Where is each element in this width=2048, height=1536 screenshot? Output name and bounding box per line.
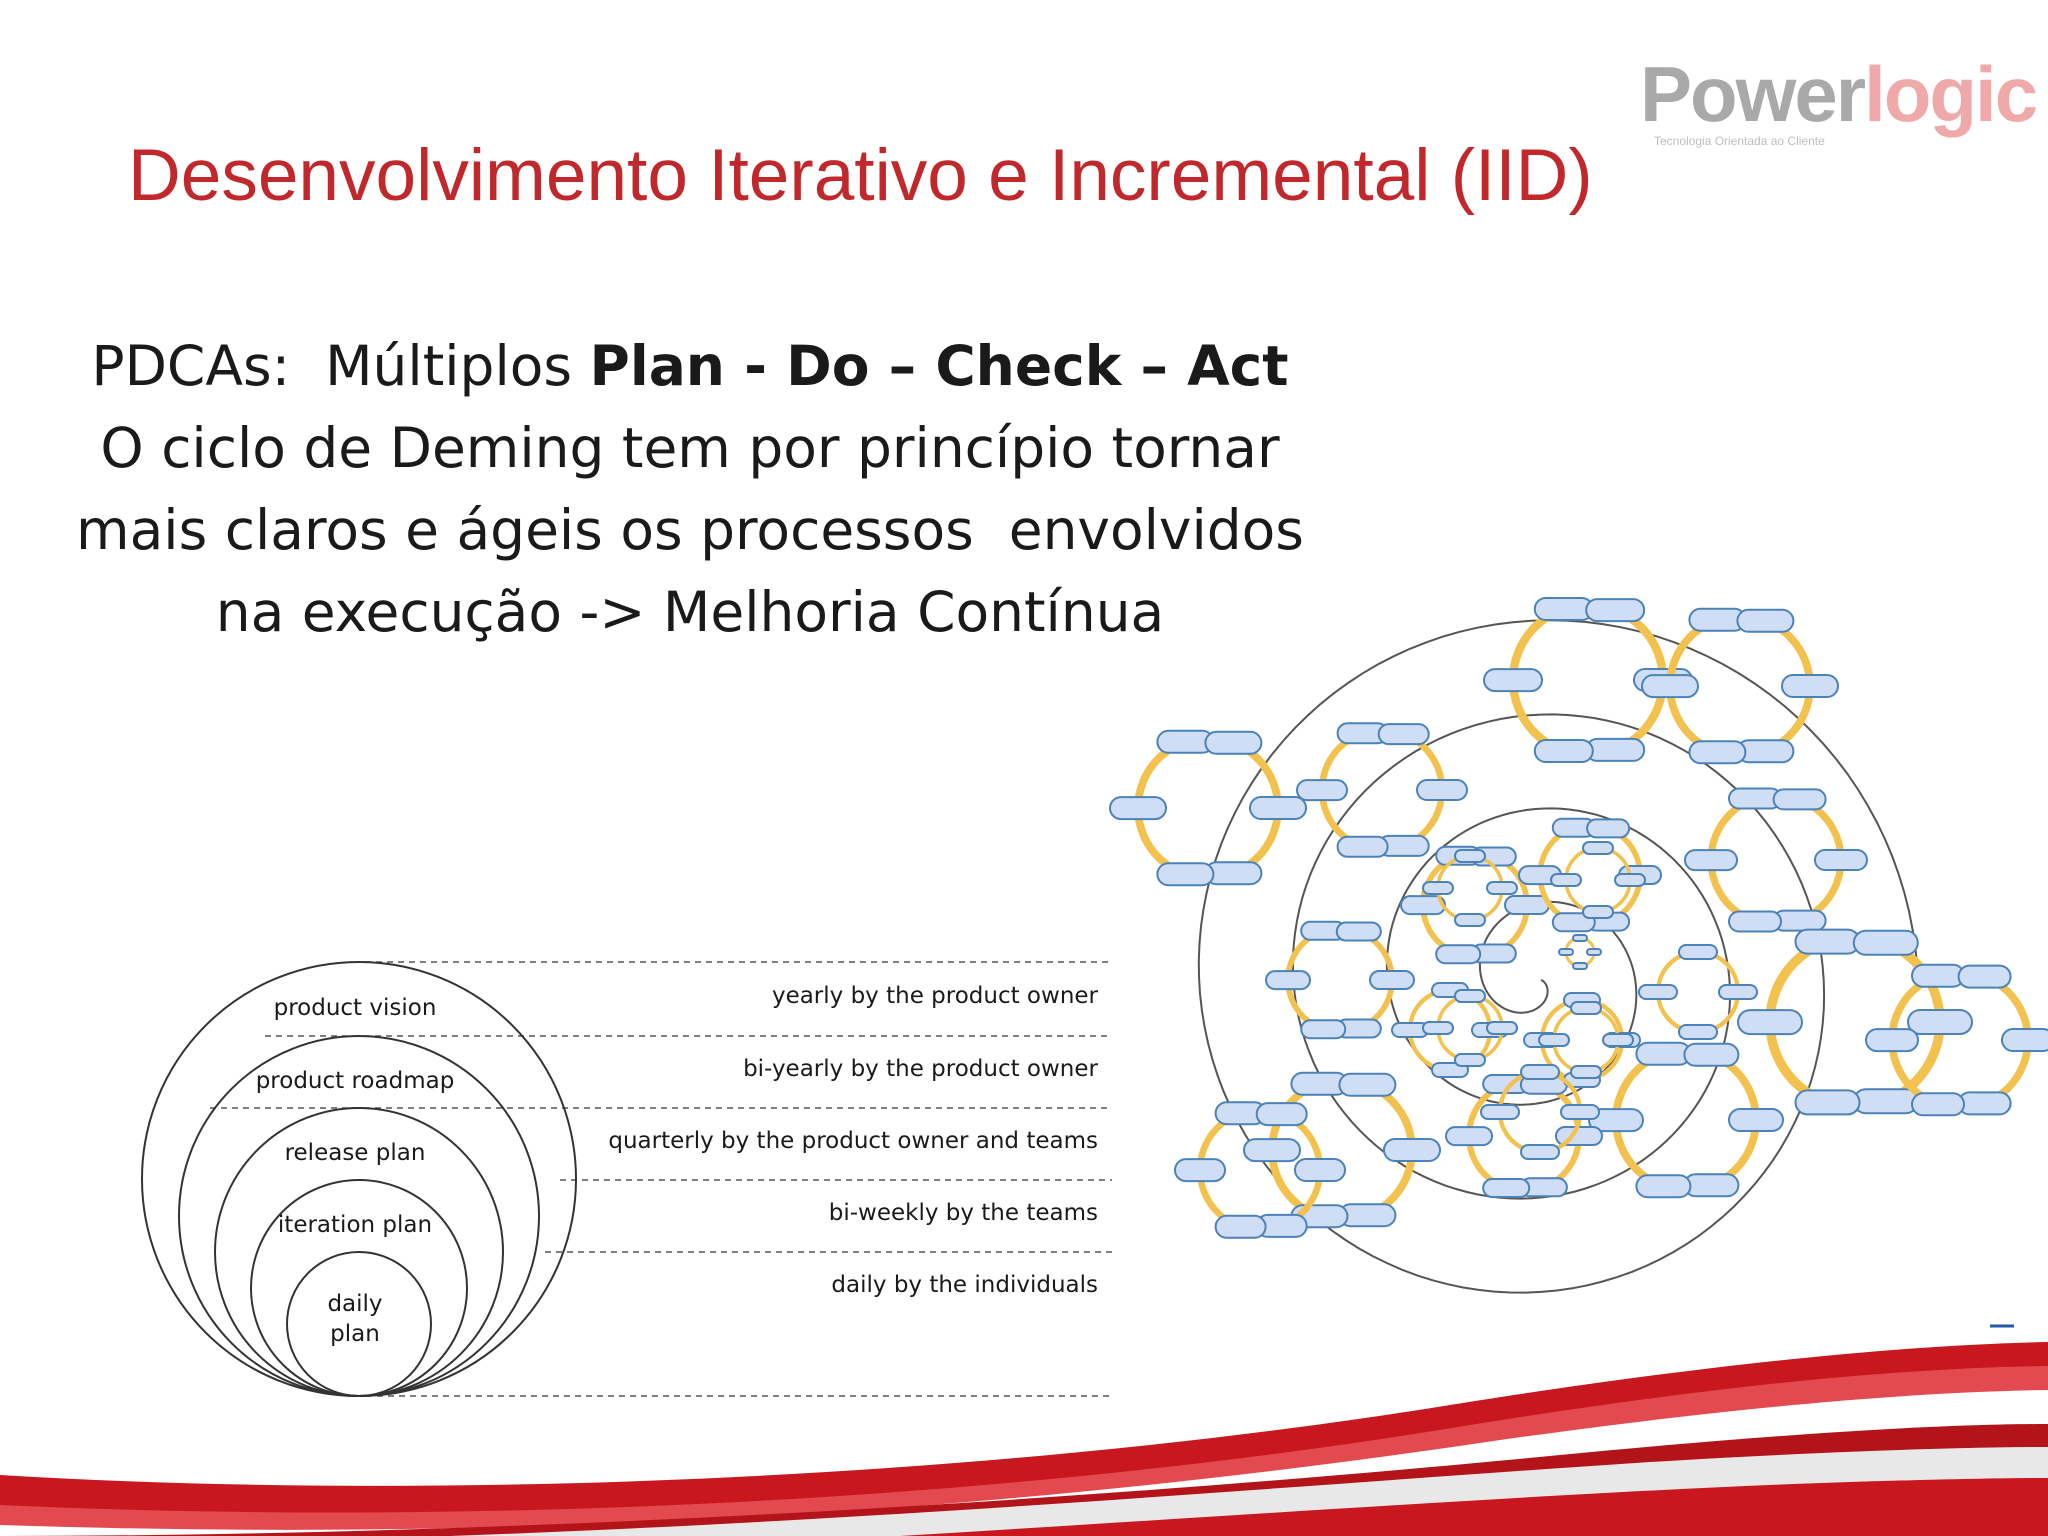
frequency-label-daily: daily by the individuals	[831, 1272, 1098, 1298]
level-label-daily-line2: plan	[330, 1321, 380, 1347]
level-label-daily-line1: daily	[327, 1291, 383, 1317]
logo-tagline: Tecnologia Orientada ao Cliente	[1654, 134, 1825, 148]
frequency-label-iteration: bi-weekly by the teams	[828, 1200, 1098, 1226]
level-label-product-roadmap: product roadmap	[255, 1068, 455, 1094]
frequency-label-release: quarterly by the product owner and teams	[608, 1128, 1098, 1154]
body-line-1-prefix: PDCAs: Múltiplos	[91, 334, 590, 398]
level-label-release-plan: release plan	[284, 1140, 426, 1166]
logo-wordmark: Powerlogic	[1640, 50, 2037, 138]
body-line-4: na execução -> Melhoria Contínua	[215, 580, 1165, 644]
slide-title: Desenvolvimento Iterativo e Incremental (IID)	[128, 135, 1593, 216]
body-line-2: O ciclo de Deming tem por princípio tornar	[100, 416, 1280, 480]
level-label-iteration-plan: iteration plan	[277, 1212, 433, 1238]
level-label-product-vision: product vision	[273, 995, 437, 1021]
body-line-3: mais claros e ágeis os processos envolvidos	[76, 498, 1304, 562]
body-line-1-bold: Plan - Do – Check – Act	[589, 334, 1289, 398]
frequency-label-roadmap: bi-yearly by the product owner	[743, 1056, 1098, 1082]
frequency-label-vision: yearly by the product owner	[771, 983, 1098, 1009]
